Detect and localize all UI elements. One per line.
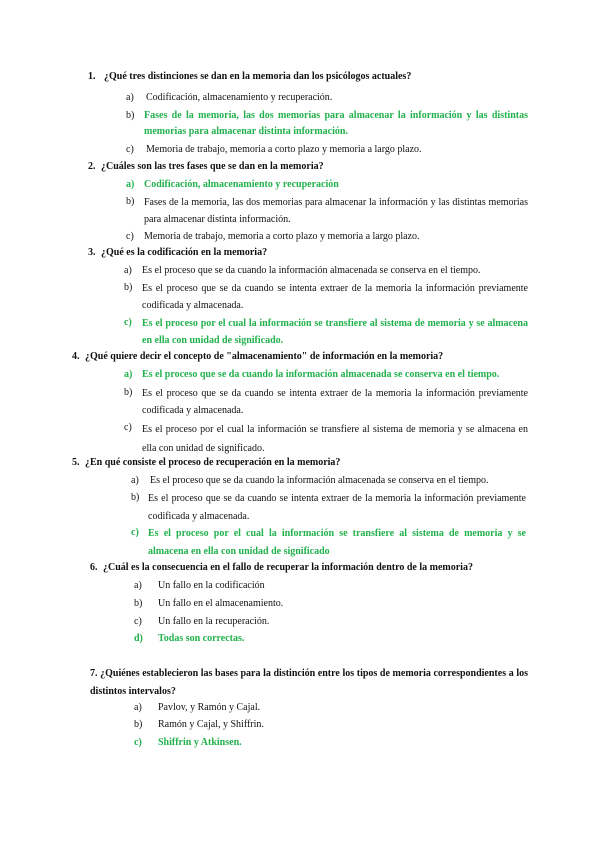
option-7c-correct: Shiffrin y Atkinsen. [158,737,242,748]
question-number: 5. [72,457,80,468]
question-text: ¿Cuál es la consecuencia en el fallo de recuperar la información dentro de la memoria? [103,562,473,573]
option-label: d) [134,633,143,644]
option-1b-correct: Fases de la memoria, las dos memorias para almacenar la información y las distintas memorias para almacenar distinta información. [144,110,528,137]
question-number: 1. [88,71,96,82]
question-6 [90,561,473,574]
option-6a: Un fallo en la codificación [158,580,265,591]
question-2 [88,160,324,173]
option-2b: Fases de la memoria, las dos memorias para almacenar la información y las distintas memorias para almacenar distinta información. [144,197,528,225]
option-6b: Un fallo en el almacenamiento. [158,598,284,609]
option-4a-correct: Es el proceso que se da cuando la información almacenada se conserva en el tiempo. [142,369,500,380]
question-number: 6. [90,562,98,573]
option-label: c) [131,527,139,538]
option-2a-correct: Codificación, almacenamiento y recuperación [144,179,339,190]
question-number: 4. [72,351,80,362]
option-5b: Es el proceso que se da cuando se intenta extraer de la memoria la información previamente codificada y almacenada. [148,493,526,522]
option-1c: Memoria de trabajo, memoria a corto plazo y memoria a largo plazo. [146,144,422,155]
option-label: a) [126,179,135,190]
option-3a: Es el proceso que se da cuando la información almacenada se conserva en el tiempo. [142,265,481,276]
option-4b: Es el proceso que se da cuando se intenta extraer de la memoria la información previamente codificada y almacenada. [142,388,528,416]
option-label: a) [126,92,134,103]
option-6c: Un fallo en la recuperación. [158,616,270,627]
question-4 [72,350,443,363]
option-label: c) [134,737,142,748]
option-label: a) [134,702,142,713]
option-label: c) [126,144,134,155]
question-number: 7. [90,668,98,679]
option-label: b) [126,196,135,207]
option-label: a) [124,265,132,276]
option-label: b) [134,598,143,609]
option-3c-correct: Es el proceso por el cual la información se transfiere al sistema de memoria y se almacena en ella con unidad de significado. [142,318,528,346]
question-5 [72,456,340,469]
question-number: 2. [88,161,96,172]
option-label: c) [134,616,142,627]
question-3 [88,246,267,259]
option-4c: Es el proceso por el cual la información se transfiere al sistema de memoria y se almacena en ella con unidad de significado. [142,424,528,454]
question-text: ¿En qué consiste el proceso de recuperación en la memoria? [85,457,341,468]
question-text: ¿Qué tres distinciones se dan en la memoria dan los psicólogos actuales? [104,71,412,82]
option-1a: Codificación, almacenamiento y recuperación. [146,92,333,103]
question-text: ¿Quiénes establecieron las bases para la distinción entre los tipos de memoria correspondientes a los distintos intervalos? [90,668,529,697]
option-label: c) [124,422,132,433]
question-1 [88,70,411,83]
option-label: a) [131,475,139,486]
option-6d-correct: Todas son correctas. [158,633,245,644]
option-label: a) [124,369,133,380]
question-number: 3. [88,247,96,258]
question-text: ¿Cuáles son las tres fases que se dan en la memoria? [101,161,324,172]
option-5c-correct: Es el proceso por el cual la información se transfiere al sistema de memoria y se almacena en ella con unidad de significado [148,528,526,557]
option-2c: Memoria de trabajo, memoria a corto plazo y memoria a largo plazo. [144,231,420,242]
option-label: b) [134,719,143,730]
option-5a: Es el proceso que se da cuando la información almacenada se conserva en el tiempo. [150,475,489,486]
option-label: b) [126,110,135,121]
option-label: a) [134,580,142,591]
question-text: ¿Qué quiere decir el concepto de "almacenamiento" de información en la memoria? [85,351,444,362]
question-text: ¿Qué es la codificación en la memoria? [101,247,268,258]
option-7a: Pavlov, y Ramón y Cajal. [158,702,261,713]
option-3b: Es el proceso que se da cuando se intenta extraer de la memoria la información previamente codificada y almacenada. [142,283,528,311]
option-label: b) [131,492,140,503]
option-label: b) [124,282,133,293]
option-label: b) [124,387,133,398]
option-label: c) [124,317,132,328]
option-label: c) [126,231,134,242]
option-7b: Ramón y Cajal, y Shiffrin. [158,719,264,730]
question-7 [90,665,528,701]
